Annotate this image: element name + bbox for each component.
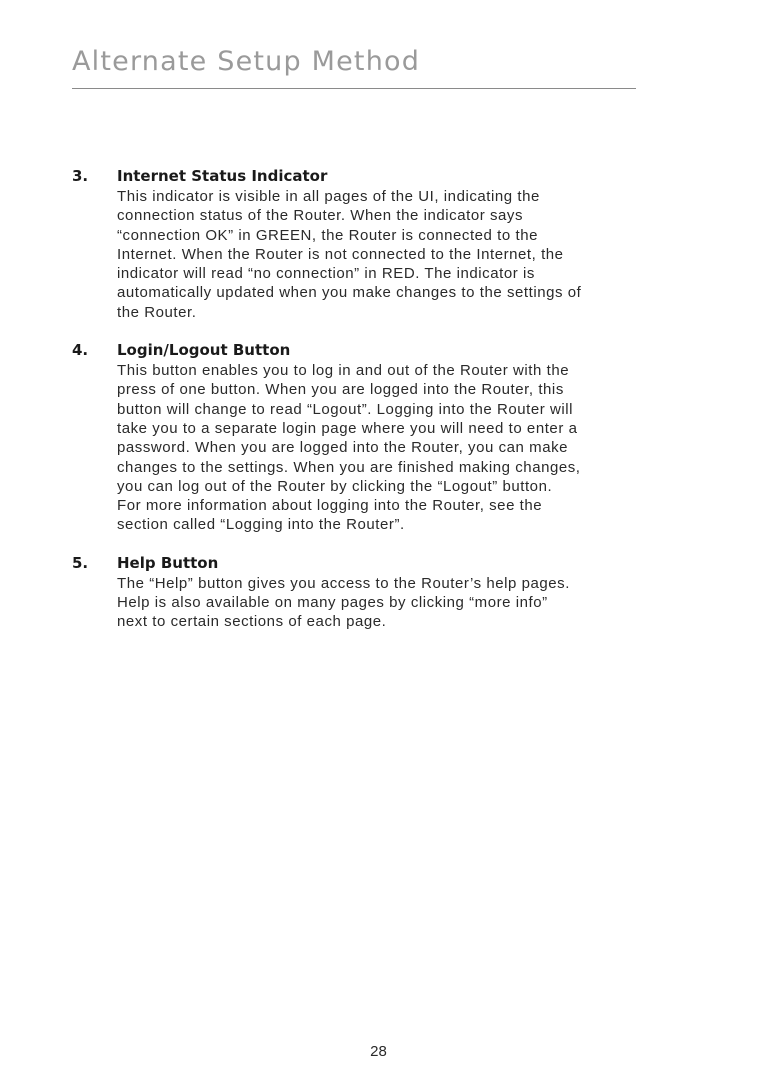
body-line: the Router. [117,303,197,321]
body-line: automatically updated when you make changes to the settings of [117,284,582,302]
body-line: The “Help” button gives you access to the Router’s help pages. [117,574,570,592]
body-line: button will change to read “Logout”. Logging into the Router will [117,400,574,418]
item-body [117,361,642,535]
body-line: Help is also available on many pages by clicking “more info” [117,594,548,612]
item-body [117,574,642,632]
item-number: 3. [72,167,89,185]
body-line: section called “Logging into the Router”. [117,516,405,534]
item-body [117,187,642,322]
body-line: you can log out of the Router by clicking the “Logout” button. [117,477,553,495]
item-heading: Login/Logout Button [117,341,291,360]
body-line: Internet. When the Router is not connected to the Internet, the [117,245,564,263]
page-title: Alternate Setup Method [72,46,421,77]
body-line: connection status of the Router. When the indicator says [117,207,524,225]
item-heading: Internet Status Indicator [117,167,328,185]
body-line: changes to the settings. When you are finished making changes, [117,458,581,476]
list-item-internet-status-indicator [72,166,642,322]
item-number: 5. [72,553,89,572]
body-line: take you to a separate login page where you will need to enter a [117,419,578,437]
item-heading: Help Button [117,553,219,572]
list-item-help-button [72,553,642,632]
body-line: For more information about logging into the Router, see the [117,497,543,515]
body-line: password. When you are logged into the Router, you can make [117,439,569,457]
body-line: This button enables you to log in and out of the Router with the [117,362,570,380]
body-line: “connection OK” in GREEN, the Router is connected to the [117,226,538,244]
item-number: 4. [72,341,89,360]
body-line: press of one button. When you are logged into the Router, this [117,381,564,399]
numbered-list [72,166,642,632]
page-header [72,44,636,89]
page-number: 28 [370,1043,387,1060]
list-item-login-logout-button [72,340,642,535]
body-line: This indicator is visible in all pages of the UI, indicating the [117,188,540,205]
body-line: next to certain sections of each page. [117,613,387,631]
body-line: indicator will read “no connection” in RED. The indicator is [117,265,535,283]
